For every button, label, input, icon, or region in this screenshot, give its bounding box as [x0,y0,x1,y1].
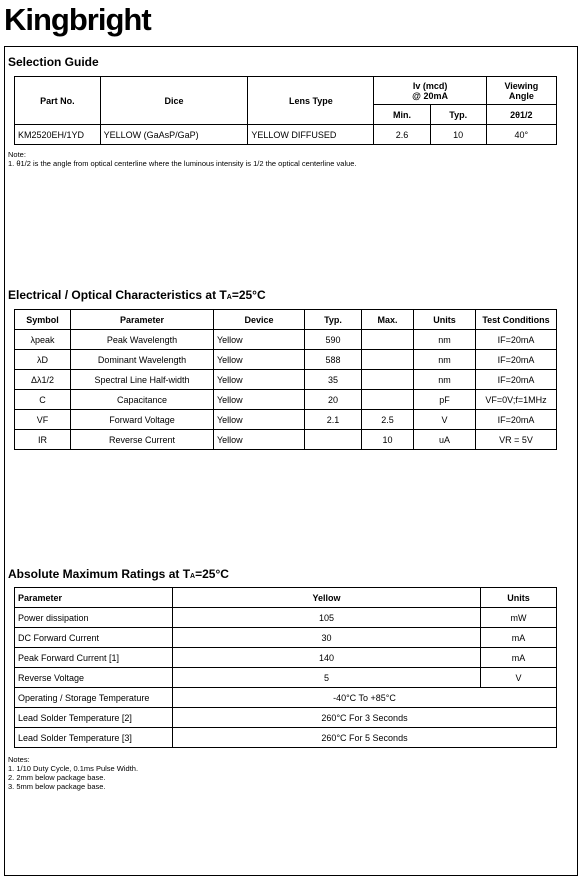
cell-parameter: Capacitance [71,390,214,410]
cell-parameter: Operating / Storage Temperature [15,688,173,708]
note-item: 3. 5mm below package base. [8,782,106,791]
header-viewing-line2: Angle [508,90,534,101]
cell-conditions: IF=20mA [476,350,557,370]
cell-value: 140 [173,648,481,668]
table-row [15,125,557,145]
cell-device: Yellow [214,350,305,370]
absolute-title-tail: =25°C [195,567,229,581]
cell-typ: 588 [305,350,362,370]
note-item: 2. 2mm below package base. [8,773,106,782]
electrical-title-text: Electrical / Optical Characteristics at T [8,288,227,302]
selection-guide-title: Selection Guide [8,55,99,69]
cell-conditions: IF=20mA [476,370,557,390]
cell-typ: 20 [305,390,362,410]
cell-symbol: IR [15,430,71,450]
cell-units: mA [481,628,557,648]
cell-symbol: λD [15,350,71,370]
table-row [15,688,557,708]
cell-parameter: Spectral Line Half-width [71,370,214,390]
header-dice: Dice [100,77,248,125]
header-test-conditions: Test Conditions [476,310,557,330]
selection-note [8,150,357,168]
cell-conditions: VF=0V;f=1MHz [476,390,557,410]
cell-lens: YELLOW DIFFUSED [248,125,374,145]
cell-parameter: DC Forward Current [15,628,173,648]
header-iv-line1: Iv (mcd) [412,80,448,91]
notes-label: Notes: [8,755,30,764]
header-parameter: Parameter [15,588,173,608]
cell-parameter: Lead Solder Temperature [2] [15,708,173,728]
header-iv [374,77,486,105]
header-iv-line2: @ 20mA [412,90,448,101]
cell-max [362,350,414,370]
absolute-title-text: Absolute Maximum Ratings at T [8,567,191,581]
cell-units: V [481,668,557,688]
cell-conditions: VR = 5V [476,430,557,450]
table-row [15,728,557,748]
header-max: Max. [362,310,414,330]
header-lens-type: Lens Type [248,77,374,125]
cell-conditions: IF=20mA [476,410,557,430]
header-device: Device [214,310,305,330]
header-yellow: Yellow [173,588,481,608]
cell-value: 30 [173,628,481,648]
cell-typ [305,430,362,450]
table-row [15,708,557,728]
cell-parameter: Peak Wavelength [71,330,214,350]
table-row [15,628,557,648]
cell-max [362,370,414,390]
cell-symbol: VF [15,410,71,430]
cell-typ: 35 [305,370,362,390]
cell-value: -40°C To +85°C [173,688,557,708]
cell-units: nm [414,350,476,370]
cell-parameter: Dominant Wavelength [71,350,214,370]
cell-units: V [414,410,476,430]
electrical-title [8,288,266,302]
cell-units: nm [414,370,476,390]
cell-units: mW [481,608,557,628]
absolute-title [8,567,229,581]
cell-max: 2.5 [362,410,414,430]
table-row [15,410,557,430]
table-row [15,648,557,668]
table-row [15,370,557,390]
cell-symbol: Δλ1/2 [15,370,71,390]
cell-value: 260°C For 3 Seconds [173,708,557,728]
cell-typ: 2.1 [305,410,362,430]
absolute-table [14,587,557,748]
header-symbol: Symbol [15,310,71,330]
cell-max [362,330,414,350]
table-row [15,390,557,410]
cell-part-no: KM2520EH/1YD [15,125,101,145]
header-parameter: Parameter [71,310,214,330]
cell-parameter: Reverse Voltage [15,668,173,688]
header-typ: Typ. [305,310,362,330]
electrical-title-sub: A [226,294,232,301]
header-viewing-angle [486,77,556,105]
cell-value: 260°C For 5 Seconds [173,728,557,748]
cell-parameter: Forward Voltage [71,410,214,430]
cell-device: Yellow [214,370,305,390]
cell-device: Yellow [214,330,305,350]
header-viewing-sub: 2θ1/2 [486,105,556,125]
brand-logo: Kingbright [4,2,151,37]
cell-device: Yellow [214,430,305,450]
cell-typ: 10 [430,125,486,145]
cell-units: pF [414,390,476,410]
absolute-notes [8,755,138,791]
cell-units: nm [414,330,476,350]
datasheet-frame [4,46,578,876]
cell-value: 5 [173,668,481,688]
cell-symbol: λpeak [15,330,71,350]
cell-dice: YELLOW (GaAsP/GaP) [100,125,248,145]
table-row [15,350,557,370]
note-text: 1. θ1/2 is the angle from optical centerline where the luminous intensity is 1/2 the optical centerline value. [8,159,357,168]
cell-value: 105 [173,608,481,628]
cell-typ: 590 [305,330,362,350]
cell-conditions: IF=20mA [476,330,557,350]
cell-device: Yellow [214,390,305,410]
cell-device: Yellow [214,410,305,430]
cell-angle: 40° [486,125,556,145]
electrical-table [14,309,557,450]
cell-units: mA [481,648,557,668]
cell-parameter: Lead Solder Temperature [3] [15,728,173,748]
header-typ: Typ. [430,105,486,125]
electrical-title-tail: =25°C [231,288,266,302]
table-row [15,668,557,688]
cell-parameter: Reverse Current [71,430,214,450]
header-min: Min. [374,105,430,125]
absolute-title-sub: A [190,573,196,580]
cell-max: 10 [362,430,414,450]
header-viewing-line1: Viewing [504,80,539,91]
note-item: 1. 1/10 Duty Cycle, 0.1ms Pulse Width. [8,764,139,773]
cell-parameter: Power dissipation [15,608,173,628]
cell-units: uA [414,430,476,450]
cell-symbol: C [15,390,71,410]
cell-min: 2.6 [374,125,430,145]
selection-table [14,76,557,145]
table-row [15,330,557,350]
cell-max [362,390,414,410]
table-row [15,430,557,450]
table-row [15,608,557,628]
cell-parameter: Peak Forward Current [1] [15,648,173,668]
note-label: Note: [8,150,26,159]
header-units: Units [414,310,476,330]
header-part-no: Part No. [15,77,101,125]
header-units: Units [481,588,557,608]
